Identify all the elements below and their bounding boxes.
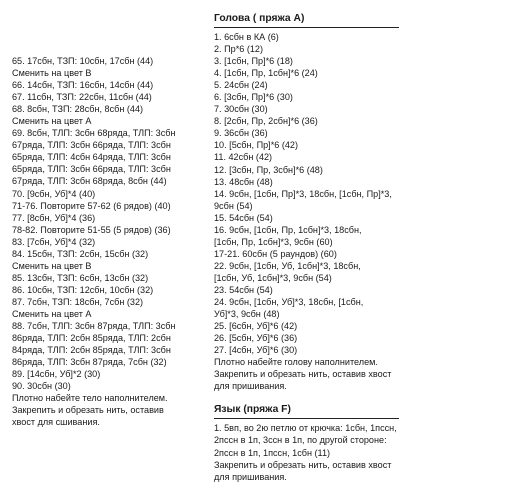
instruction-line: 7. 30сбн (30) <box>214 104 268 115</box>
tongue-instructions <box>214 422 504 482</box>
instruction-line: 77. [8сбн, Уб]*4 (36) <box>12 212 96 223</box>
instruction-line: [1сбн, Уб, 1сбн]*3, 9сбн (54) <box>214 272 332 283</box>
instruction-line: 15. 54сбн (54) <box>214 212 273 223</box>
instruction-line: 89. [14сбн, Уб]*2 (30) <box>12 369 101 380</box>
instruction-line: Сменить на цвет А <box>12 308 92 319</box>
instruction-line: 2. Пр*6 (12) <box>214 44 263 55</box>
instruction-line: 12. [3сбн, Пр, 3сбн]*6 (48) <box>214 164 323 175</box>
instruction-line: 65ряда, ТЛП: 3сбн 66ряда, ТЛП: 3сбн <box>12 164 171 175</box>
instruction-line: 71-76. Повторите 57-62 (6 рядов) (40) <box>12 200 171 211</box>
instruction-line: 27. [4сбн, Уб]*6 (30) <box>214 345 298 356</box>
instruction-line: 67. 11сбн, ТЗП: 22сбн, 11сбн (44) <box>12 92 152 103</box>
instruction-line: 17-21. 60сбн (5 раундов) (60) <box>214 248 337 259</box>
instruction-line: 14. 9сбн, [1сбн, Пр]*3, 18сбн, [1сбн, Пр]*3, <box>214 188 392 199</box>
instruction-line: 24. 9сбн, [1сбн, Уб]*3, 18сбн, [1сбн, <box>214 297 364 308</box>
instruction-line: 8. [2сбн, Пр, 2сбн]*6 (36) <box>214 116 318 127</box>
instruction-line: 9сбн (54) <box>214 200 253 211</box>
instruction-line: Уб]*3, 9сбн (48) <box>214 309 280 320</box>
instruction-line: 65. 17сбн, ТЗП: 10сбн, 17сбн (44) <box>12 56 154 66</box>
instruction-line: 70. [9сбн, Уб]*4 (40) <box>12 188 96 199</box>
tongue-section-title: Язык (пряжа F) <box>214 403 399 419</box>
instruction-line: 83. [7сбн, Уб]*4 (32) <box>12 236 96 247</box>
instruction-line: Плотно набейте голову наполнителем. <box>214 357 378 368</box>
instruction-line: 3. [1сбн, Пр]*6 (18) <box>214 56 293 67</box>
instruction-line: 9. 36сбн (36) <box>214 128 268 139</box>
instruction-line: 86ряда, ТЛП: 3сбн 87ряда, 7сбн (32) <box>12 357 167 368</box>
instruction-line: 87. 7сбн, ТЗП: 18сбн, 7сбн (32) <box>12 296 144 307</box>
instruction-line: 2пссн в 1п, 1пссн, 1сбн (11) <box>214 447 331 458</box>
instruction-line: Сменить на цвет В <box>12 68 92 79</box>
head-section <box>214 12 504 392</box>
instruction-line: 11. 42сбн (42) <box>214 152 273 163</box>
instruction-line: 86ряда, ТЛП: 2сбн 85ряда, ТЛП: 2сбн <box>12 333 171 344</box>
instruction-line: 4. [1сбн, Пр, 1сбн]*6 (24) <box>214 68 318 79</box>
instruction-line: 85. 13сбн, ТЗП: 6сбн, 13сбн (32) <box>12 272 149 283</box>
instruction-line: 68. 8сбн, ТЗП: 28сбн, 8сбн (44) <box>12 104 144 115</box>
instruction-line: Плотно набейте тело наполнителем. <box>12 393 168 404</box>
instruction-line: 23. 54сбн (54) <box>214 284 273 295</box>
instruction-line: 84. 15сбн, ТЗП: 2сбн, 15сбн (32) <box>12 248 149 259</box>
instruction-line: 13. 48сбн (48) <box>214 176 273 187</box>
instruction-line: 69. 8сбн, ТЛП: 3сбн 68ряда, ТЛП: 3сбн <box>12 128 176 139</box>
instruction-line: Закрепить и обрезать нить, оставив хвост <box>214 459 392 470</box>
tongue-section <box>214 403 504 482</box>
instruction-line: 90. 30сбн (30) <box>12 381 71 392</box>
instruction-line: 26. [5сбн, Уб]*6 (36) <box>214 333 298 344</box>
instruction-line: 1. 5вп, во 2ю петлю от крючка: 1сбн, 1пссн, <box>214 423 397 434</box>
instruction-line: 25. [6сбн, Уб]*6 (42) <box>214 321 298 332</box>
instruction-line: 67ряда, ТЛП: 3сбн 68ряда, 8сбн (44) <box>12 176 167 187</box>
instruction-line: Сменить на цвет В <box>12 260 92 271</box>
instruction-line: 6. [3сбн, Пр]*6 (30) <box>214 92 293 103</box>
instruction-line: [1сбн, Пр, 1сбн]*3, 9сбн (60) <box>214 236 333 247</box>
instruction-line: 67ряда, ТЛП: 3сбн 66ряда, ТЛП: 3сбн <box>12 140 171 151</box>
instruction-line: 88. 7сбн, ТЛП: 3сбн 87ряда, ТЛП: 3сбн <box>12 321 176 332</box>
instruction-line: 5. 24сбн (24) <box>214 80 268 91</box>
head-section-title: Голова ( пряжа А) <box>214 12 399 28</box>
instruction-line: 66. 14сбн, ТЗП: 16сбн, 14сбн (44) <box>12 80 154 91</box>
instruction-line: 22. 9сбн, [1сбн, Уб, 1сбн]*3, 18сбн, <box>214 260 361 271</box>
instruction-line: 1. 6сбн в КА (6) <box>214 32 279 42</box>
instruction-line: хвост для сшивания. <box>12 417 100 428</box>
instruction-line: 78-82. Повторите 51-55 (5 рядов) (36) <box>12 224 171 235</box>
instruction-line: 86. 10сбн, ТЗП: 12сбн, 10сбн (32) <box>12 284 154 295</box>
body-instructions-column <box>12 55 202 428</box>
head-instructions <box>214 31 504 392</box>
instruction-line: Закрепить и обрезать нить, оставив <box>12 405 164 416</box>
instruction-line: 16. 9сбн, [1сбн, Пр, 1сбн]*3, 18сбн, <box>214 224 362 235</box>
instruction-line: Сменить на цвет А <box>12 116 92 127</box>
instruction-line: Закрепить и обрезать нить, оставив хвост <box>214 369 392 380</box>
instruction-line: для пришивания. <box>214 381 287 392</box>
instruction-line: 2пссн в 1п, 3ссн в 1п, по другой стороне: <box>214 435 387 446</box>
instruction-line: 65ряда, ТЛП: 4сбн 64ряда, ТЛП: 3сбн <box>12 152 171 163</box>
instruction-line: для пришивания. <box>214 471 287 482</box>
instruction-line: 84ряда, ТЛП: 2сбн 85ряда, ТЛП: 3сбн <box>12 345 171 356</box>
instruction-line: 10. [5сбн, Пр]*6 (42) <box>214 140 298 151</box>
head-tongue-column <box>214 12 504 483</box>
